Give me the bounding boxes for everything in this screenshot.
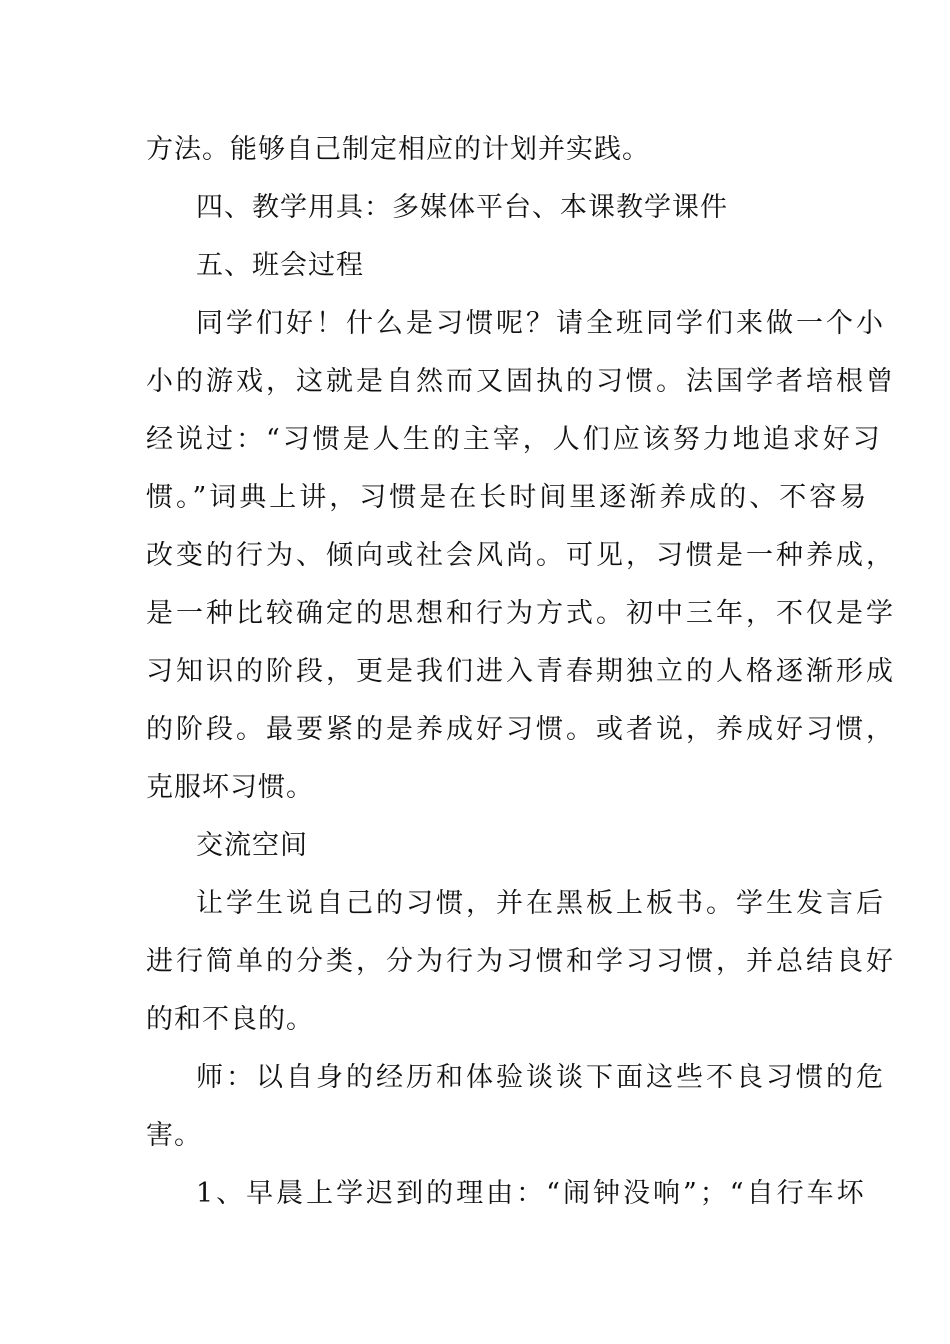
paragraph-line: 改变的行为、倾向或社会风尚。可见，习惯是一种养成，	[146, 540, 896, 571]
paragraph-line: 害。	[146, 1120, 202, 1151]
paragraph-line: 的阶段。最要紧的是养成好习惯。或者说，养成好习惯，	[146, 714, 896, 745]
list-item-line: 1、早晨上学迟到的理由：“闹钟没响”；“自行车坏	[196, 1178, 867, 1209]
paragraph-line: 惯。”词典上讲，习惯是在长时间里逐渐养成的、不容易	[146, 482, 870, 513]
paragraph-line: 是一种比较确定的思想和行为方式。初中三年，不仅是学	[146, 598, 896, 629]
paragraph-line: 让学生说自己的习惯，并在黑板上板书。学生发言后	[196, 888, 886, 919]
paragraph-line: 同学们好！什么是习惯呢？请全班同学们来做一个小	[196, 308, 886, 339]
section-heading-exchange-space: 交流空间	[196, 830, 308, 861]
paragraph-line: 克服坏习惯。	[146, 772, 314, 803]
paragraph-line: 方法。能够自己制定相应的计划并实践。	[146, 134, 650, 165]
section-heading-teaching-tools: 四、教学用具：多媒体平台、本课教学课件	[196, 192, 728, 223]
paragraph-line: 经说过：“习惯是人生的主宰，人们应该努力地追求好习	[146, 424, 883, 455]
paragraph-line: 习知识的阶段，更是我们进入青春期独立的人格逐渐形成	[146, 656, 896, 687]
paragraph-line: 师：以自身的经历和体验谈谈下面这些不良习惯的危	[196, 1062, 886, 1093]
paragraph-line: 小的游戏，这就是自然而又固执的习惯。法国学者培根曾	[146, 366, 896, 397]
paragraph-line: 进行简单的分类，分为行为习惯和学习习惯，并总结良好	[146, 946, 896, 977]
section-heading-class-process: 五、班会过程	[196, 250, 364, 281]
paragraph-line: 的和不良的。	[146, 1004, 314, 1035]
